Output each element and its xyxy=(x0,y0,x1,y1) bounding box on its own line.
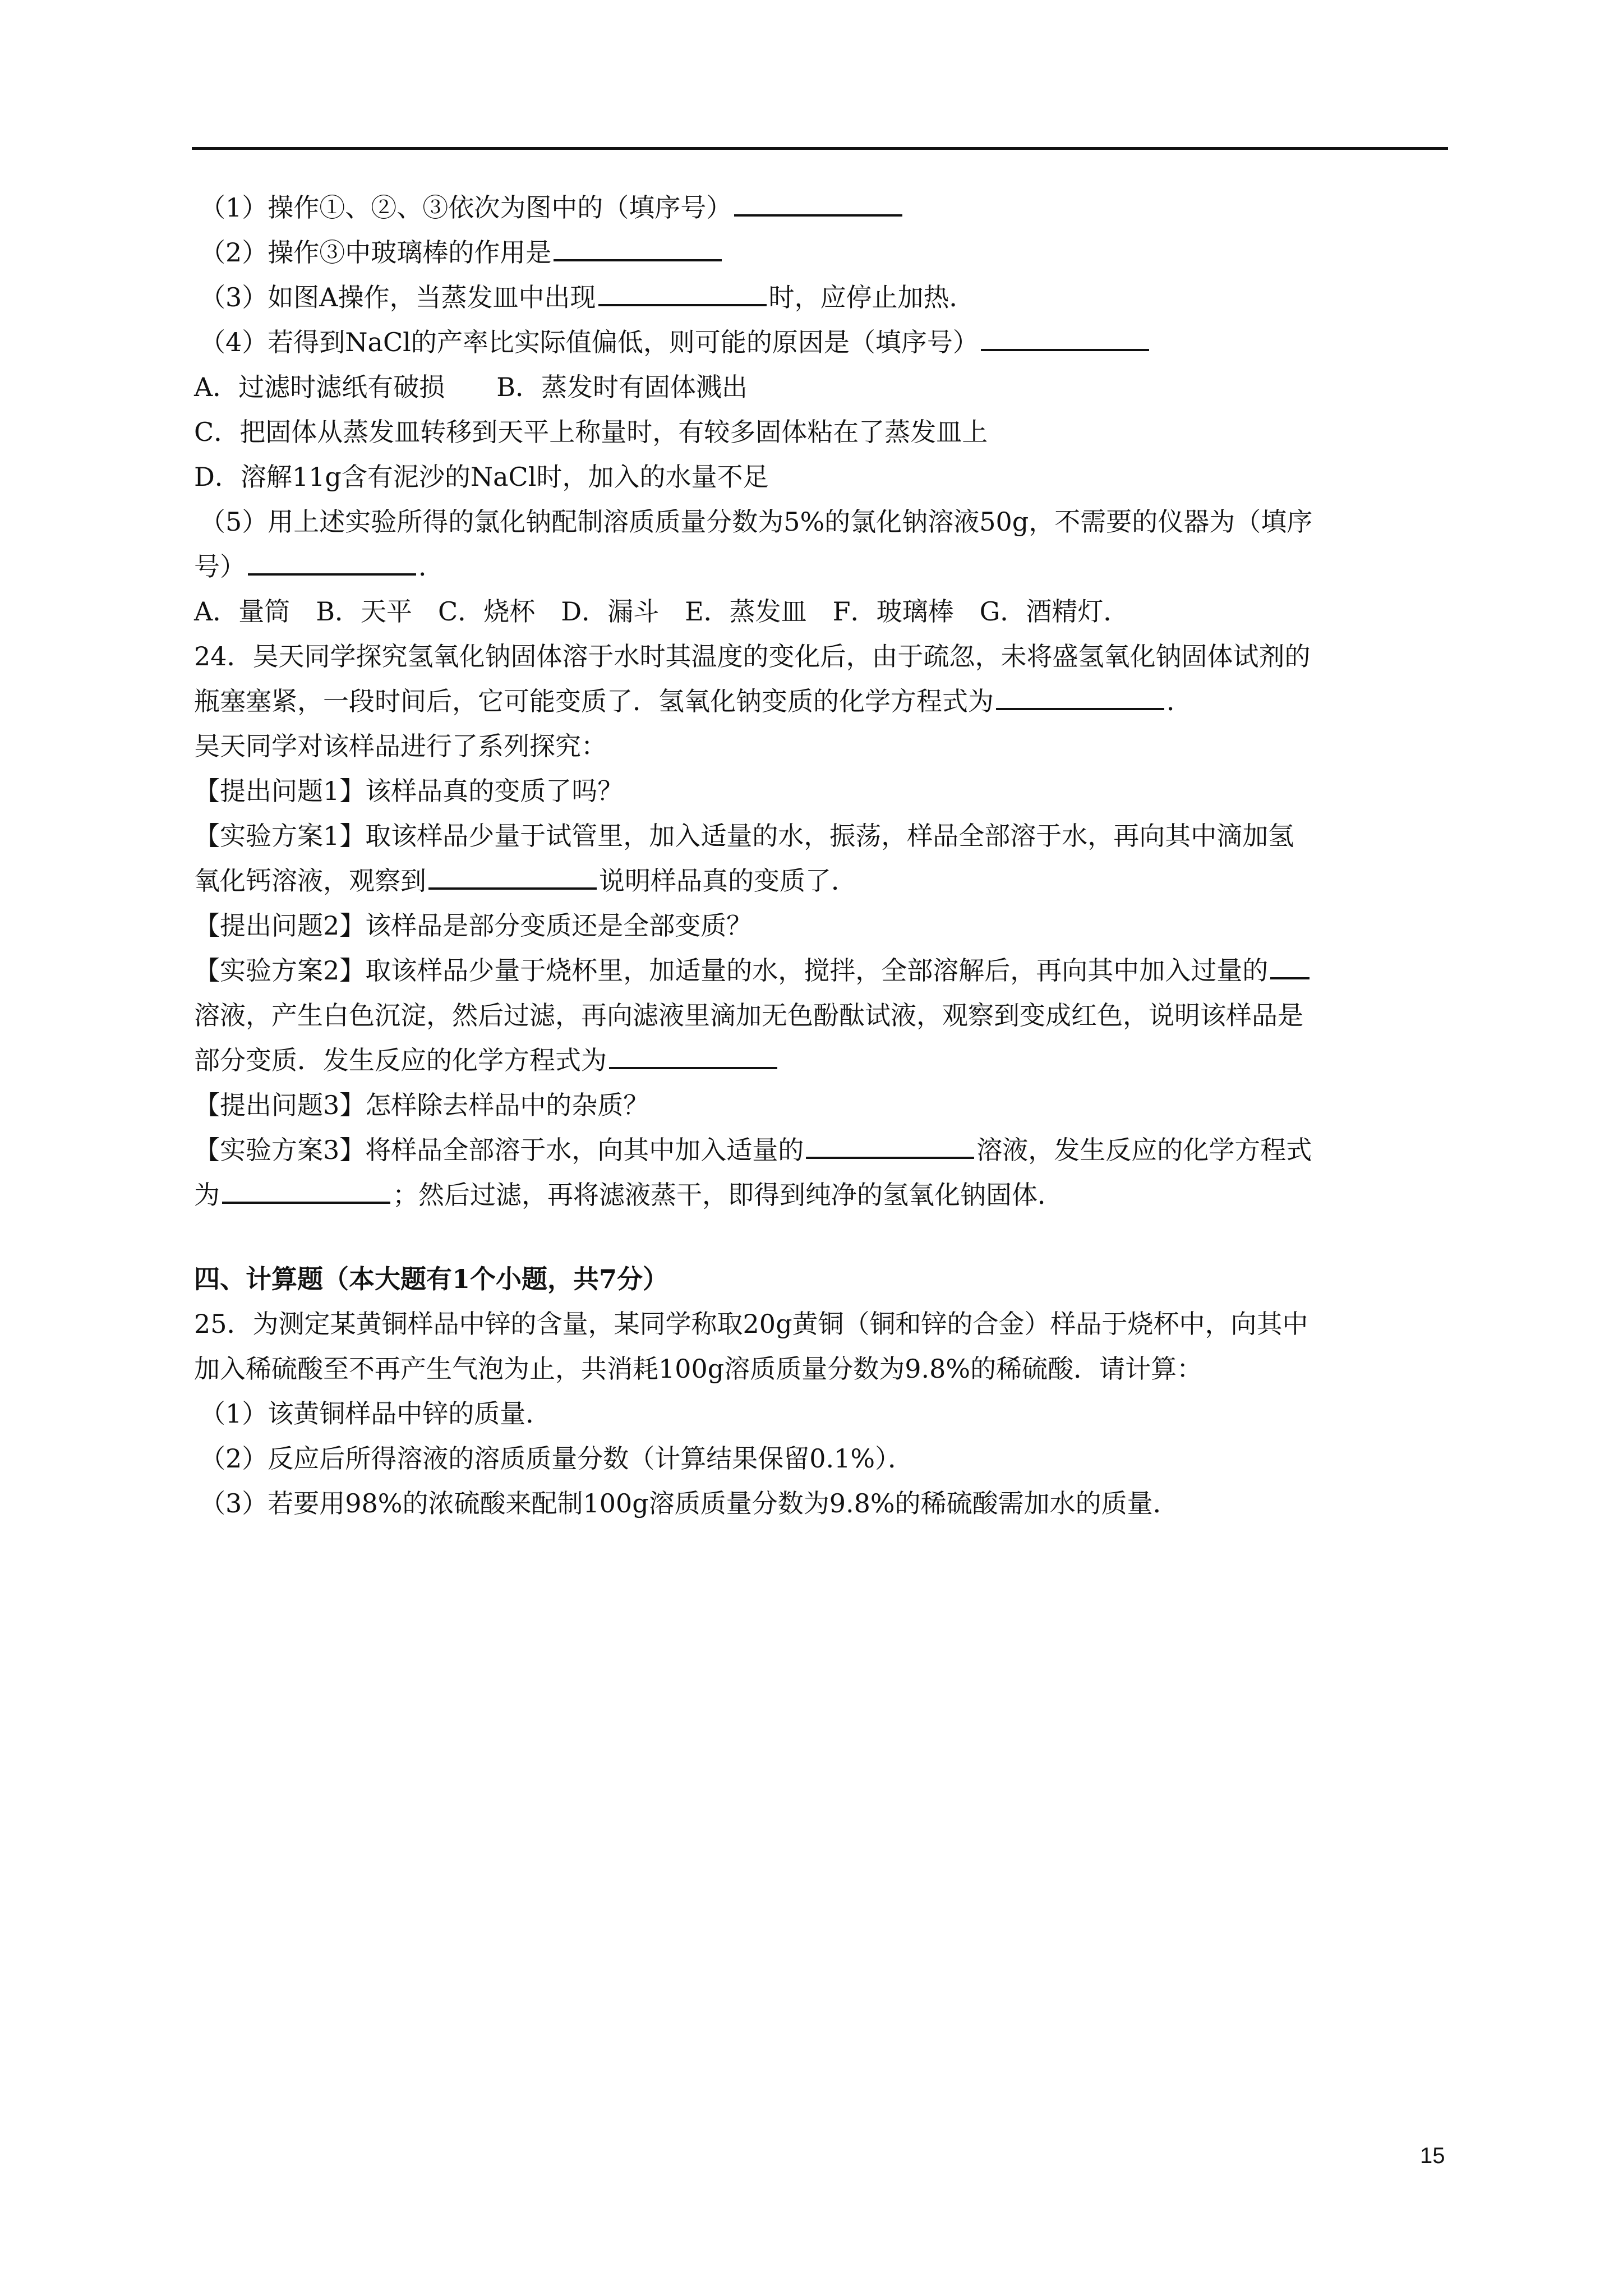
line-text: A．量筒 B．天平 C．烧杯 D．漏斗 E．蒸发皿 F．玻璃棒 G．酒精灯． xyxy=(194,596,1129,627)
text-line xyxy=(194,813,1445,858)
section-4-lines xyxy=(194,1301,1445,1526)
line-text: 号） xyxy=(194,551,246,582)
line-text: 部分变质．发生反应的化学方程式为 xyxy=(194,1045,607,1075)
line-text: C．把固体从蒸发皿转移到天平上称量时，有较多固体粘在了蒸发皿上 xyxy=(194,417,988,447)
answer-blank[interactable] xyxy=(248,545,416,576)
answer-blank[interactable] xyxy=(598,276,767,306)
line-text: （5）用上述实验所得的氯化钠配制溶质质量分数为5%的氯化钠溶液50g，不需要的仪器为（填序 xyxy=(200,507,1313,537)
text-line xyxy=(194,320,1445,365)
calc-question-line: 25．为测定某黄铜样品中锌的含量，某同学称取20g黄铜（铜和锌的合金）样品于烧杯中，向其中 xyxy=(194,1309,1308,1339)
page-number: 15 xyxy=(1420,2143,1445,2168)
line-text-after-blank: 溶液，发生反应的化学方程式 xyxy=(976,1135,1312,1165)
answer-blank[interactable] xyxy=(734,186,902,217)
calc-question-line: （3）若要用98%的浓硫酸来配制100g溶质质量分数为9.8%的稀硫酸需加水的质量． xyxy=(200,1488,1179,1519)
line-text: 瓶塞塞紧，一段时间后，它可能变质了．氢氧化钠变质的化学方程式为 xyxy=(194,686,994,716)
text-line xyxy=(194,724,1445,769)
line-text: （3）如图A操作，当蒸发皿中出现 xyxy=(200,282,596,312)
header-rule xyxy=(192,147,1448,150)
line-text: （1）操作①、②、③依次为图中的（填序号） xyxy=(200,192,732,223)
text-line xyxy=(194,1083,1445,1128)
text-line xyxy=(194,275,1445,320)
line-text-after-blank: 说明样品真的变质了． xyxy=(599,866,857,896)
line-text: A．过滤时滤纸有破损 B．蒸发时有固体溅出 xyxy=(194,372,748,402)
answer-blank[interactable] xyxy=(806,1129,974,1159)
text-line xyxy=(194,769,1445,813)
line-text: 溶液，产生白色沉淀，然后过滤，再向滤液里滴加无色酚酞试液，观察到变成红色，说明该样品是 xyxy=(194,1000,1303,1030)
text-line xyxy=(194,634,1445,679)
text-line xyxy=(194,993,1445,1038)
question-lines xyxy=(194,185,1445,1217)
answer-blank[interactable] xyxy=(981,321,1149,351)
page-content xyxy=(194,185,1445,1526)
line-text: 吴天同学对该样品进行了系列探究： xyxy=(194,731,607,761)
line-text: 【提出问题1】该样品真的变质了吗？ xyxy=(194,776,624,806)
line-text-after-blank: ． xyxy=(418,551,444,582)
line-text: 氧化钙溶液，观察到 xyxy=(194,866,426,896)
calc-question-line: 加入稀硫酸至不再产生气泡为止，共消耗100g溶质质量分数为9.8%的稀硫酸．请计算： xyxy=(194,1354,1203,1384)
line-text: 【提出问题2】该样品是部分变质还是全部变质？ xyxy=(194,910,753,941)
calc-question-line: （2）反应后所得溶液的溶质质量分数（计算结果保留0.1%）． xyxy=(200,1443,914,1474)
text-line xyxy=(194,679,1445,724)
text-line xyxy=(194,365,1445,409)
calc-question-line: （1）该黄铜样品中锌的质量． xyxy=(200,1398,552,1429)
text-line xyxy=(194,409,1445,454)
text-line xyxy=(194,454,1445,499)
text-line xyxy=(194,544,1445,589)
text-line xyxy=(194,903,1445,948)
line-text: 【实验方案1】取该样品少量于试管里，加入适量的水，振荡，样品全部溶于水，再向其中滴加氢 xyxy=(194,821,1294,851)
line-text: （4）若得到NaCl的产率比实际值偏低，则可能的原因是（填序号） xyxy=(200,327,979,357)
text-line xyxy=(194,1172,1445,1217)
section-gap xyxy=(194,1217,1445,1257)
text-line xyxy=(194,1038,1445,1083)
line-text: 【提出问题3】怎样除去样品中的杂质？ xyxy=(194,1090,649,1120)
text-line xyxy=(194,1128,1445,1172)
line-text-after-blank: ；然后过滤，再将滤液蒸干，即得到纯净的氢氧化钠固体． xyxy=(393,1180,1063,1210)
line-text: 为 xyxy=(194,1180,220,1210)
line-text: （2）操作③中玻璃棒的作用是 xyxy=(200,237,552,268)
answer-blank[interactable] xyxy=(609,1039,777,1069)
answer-blank[interactable] xyxy=(1270,949,1310,979)
answer-blank[interactable] xyxy=(222,1174,390,1204)
text-line xyxy=(194,185,1445,230)
line-text: 24．吴天同学探究氢氧化钠固体溶于水时其温度的变化后，由于疏忽，未将盛氢氧化钠固体试剂的 xyxy=(194,641,1311,671)
answer-blank[interactable] xyxy=(996,680,1164,710)
text-line xyxy=(194,948,1445,993)
line-text-after-blank: 时，应停止加热． xyxy=(768,282,975,312)
answer-blank[interactable] xyxy=(554,231,722,261)
text-line xyxy=(194,230,1445,275)
line-text: 【实验方案2】取该样品少量于烧杯里，加适量的水，搅拌，全部溶解后，再向其中加入过量的 xyxy=(194,955,1269,986)
line-text: D．溶解11g含有泥沙的NaCl时，加入的水量不足 xyxy=(194,462,769,492)
section-4-title: 四、计算题（本大题有1个小题，共7分） xyxy=(194,1264,669,1294)
text-line xyxy=(194,858,1445,903)
answer-blank[interactable] xyxy=(428,859,597,890)
line-text-after-blank: ． xyxy=(1166,686,1192,716)
text-line xyxy=(194,499,1445,544)
text-line xyxy=(194,589,1445,634)
line-text: 【实验方案3】将样品全部溶于水，向其中加入适量的 xyxy=(194,1135,804,1165)
